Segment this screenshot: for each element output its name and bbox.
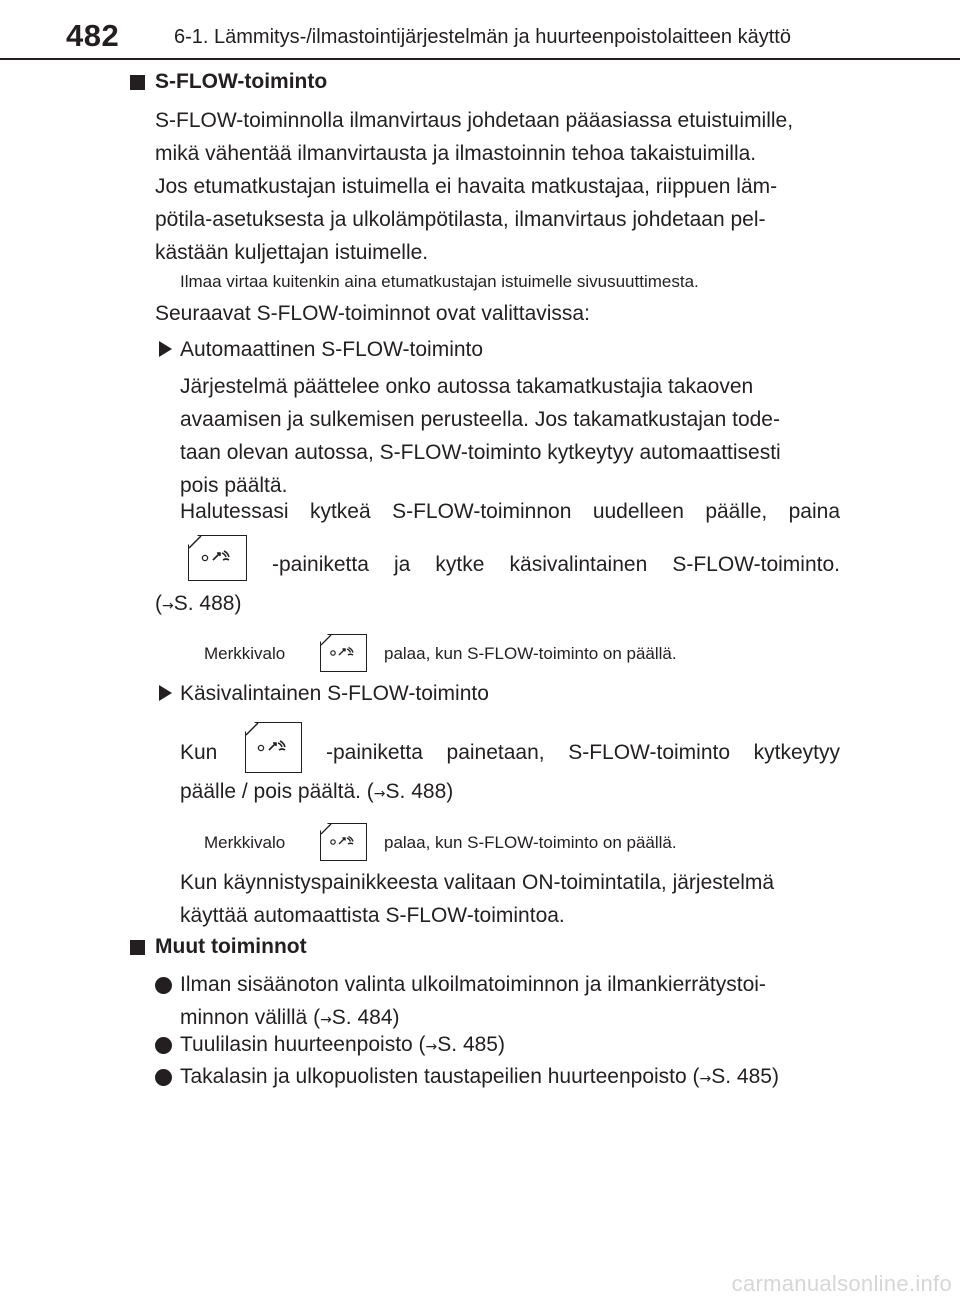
bullet-dot-icon xyxy=(155,977,172,994)
other-bullet-2: Tuulilasin huurteenpoisto (→S. 485) xyxy=(180,1033,505,1056)
other-bullet-1: Ilman sisäänoton valinta ulkoilmatoiminnon ja ilmankierrätystoi- minnon välillä (→S. 484) xyxy=(180,973,766,1029)
arrow-right-icon: → xyxy=(699,1071,712,1087)
manual-sflow-kun: Kun xyxy=(180,741,218,764)
bullet-dot-icon xyxy=(155,1069,172,1086)
s-flow-indicator-icon xyxy=(320,634,367,672)
page-reference-488[interactable]: (→S. 488) xyxy=(155,592,242,615)
sflow-paragraph-1: S-FLOW-toiminnolla ilmanvirtaus johdetaan pääasiassa etuistuimille, mikä vähentää ilmanvirtausta ja ilmastoinnin tehoa takaistuimilla. xyxy=(155,109,794,165)
auto-sflow-paragraph: Järjestelmä päättelee onko autossa takamatkustajia takaoven avaamisen ja sulkemisen perusteella. Jos takamatkustajan tode- taan olevan autossa, S-FLOW-toiminto kytkeytyy automaattisesti pois päältä. xyxy=(180,375,781,497)
section-title-sflow: S-FLOW-toiminto xyxy=(155,70,328,93)
page-reference-485[interactable]: S. 485) xyxy=(711,1065,779,1088)
arrow-right-icon: → xyxy=(373,786,386,802)
page-number: 482 xyxy=(66,18,120,53)
auto-sflow-instruction-cont: -painiketta ja kytke käsivalintainen S-FLOW-toiminto. xyxy=(272,553,840,576)
section-marker-icon xyxy=(130,75,145,90)
triangle-bullet-icon xyxy=(159,341,172,357)
section-title-other: Muut toiminnot xyxy=(155,935,307,958)
sflow-paragraph-3: Seuraavat S-FLOW-toiminnot ovat valittavissa: xyxy=(155,302,590,325)
header-rule xyxy=(0,58,960,60)
page-reference-484[interactable]: S. 484) xyxy=(331,1006,400,1029)
s-flow-button-icon xyxy=(245,722,302,773)
triangle-bullet-icon xyxy=(159,685,172,701)
sflow-paragraph-2: Jos etumatkustajan istuimella ei havaita matkustajaa, riippuen läm- pötila-asetuksesta ja ulkolämpötilasta, ilmanvirtaus johdetaan pel- kästään kuljettajan istuimelle. xyxy=(155,175,778,264)
manual-sflow-line1: -painiketta painetaan, S-FLOW-toiminto kytkeytyy xyxy=(326,741,840,764)
arrow-right-icon: → xyxy=(425,1039,438,1055)
watermark: carmanualsonline.info xyxy=(731,1271,952,1296)
s-flow-indicator-icon xyxy=(320,823,367,861)
bullet-dot-icon xyxy=(155,1037,172,1054)
auto-sflow-instruction: Halutessasi kytkeä S-FLOW-toiminnon uudelleen päälle, paina xyxy=(180,500,840,523)
indicator-label: Merkkivalo xyxy=(204,644,286,663)
other-bullet-3: Takalasin ja ulkopuolisten taustapeilien huurteenpoisto (→S. 485) xyxy=(180,1065,779,1088)
chapter-header: 6-1. Lämmitys-/ilmastointijärjestelmän ja huurteenpoistolaitteen käyttö xyxy=(174,26,791,48)
indicator-label: Merkkivalo xyxy=(204,833,286,852)
page-reference-488[interactable]: S. 488) xyxy=(385,780,454,803)
manual-sflow-line2: päälle / pois päältä. (→S. 488) xyxy=(180,780,454,803)
manual-sflow-paragraph: Kun käynnistyspainikkeesta valitaan ON-toimintatila, järjestelmä käyttää automaattista S-FLOW-toimintoa. xyxy=(180,871,775,927)
arrow-right-icon: → xyxy=(320,1012,332,1028)
manual-sflow-title: Käsivalintainen S-FLOW-toiminto xyxy=(180,682,489,705)
section-marker-icon xyxy=(130,940,145,955)
indicator-desc: palaa, kun S-FLOW-toiminto on päällä. xyxy=(384,833,677,852)
s-flow-button-icon xyxy=(188,535,247,581)
indicator-desc: palaa, kun S-FLOW-toiminto on päällä. xyxy=(384,644,677,663)
sflow-note: Ilmaa virtaa kuitenkin aina etumatkustajan istuimelle sivusuuttimesta. xyxy=(180,272,699,291)
page-reference-485[interactable]: S. 485) xyxy=(437,1033,505,1056)
auto-sflow-title: Automaattinen S-FLOW-toiminto xyxy=(180,338,484,361)
arrow-right-icon: → xyxy=(162,598,174,614)
